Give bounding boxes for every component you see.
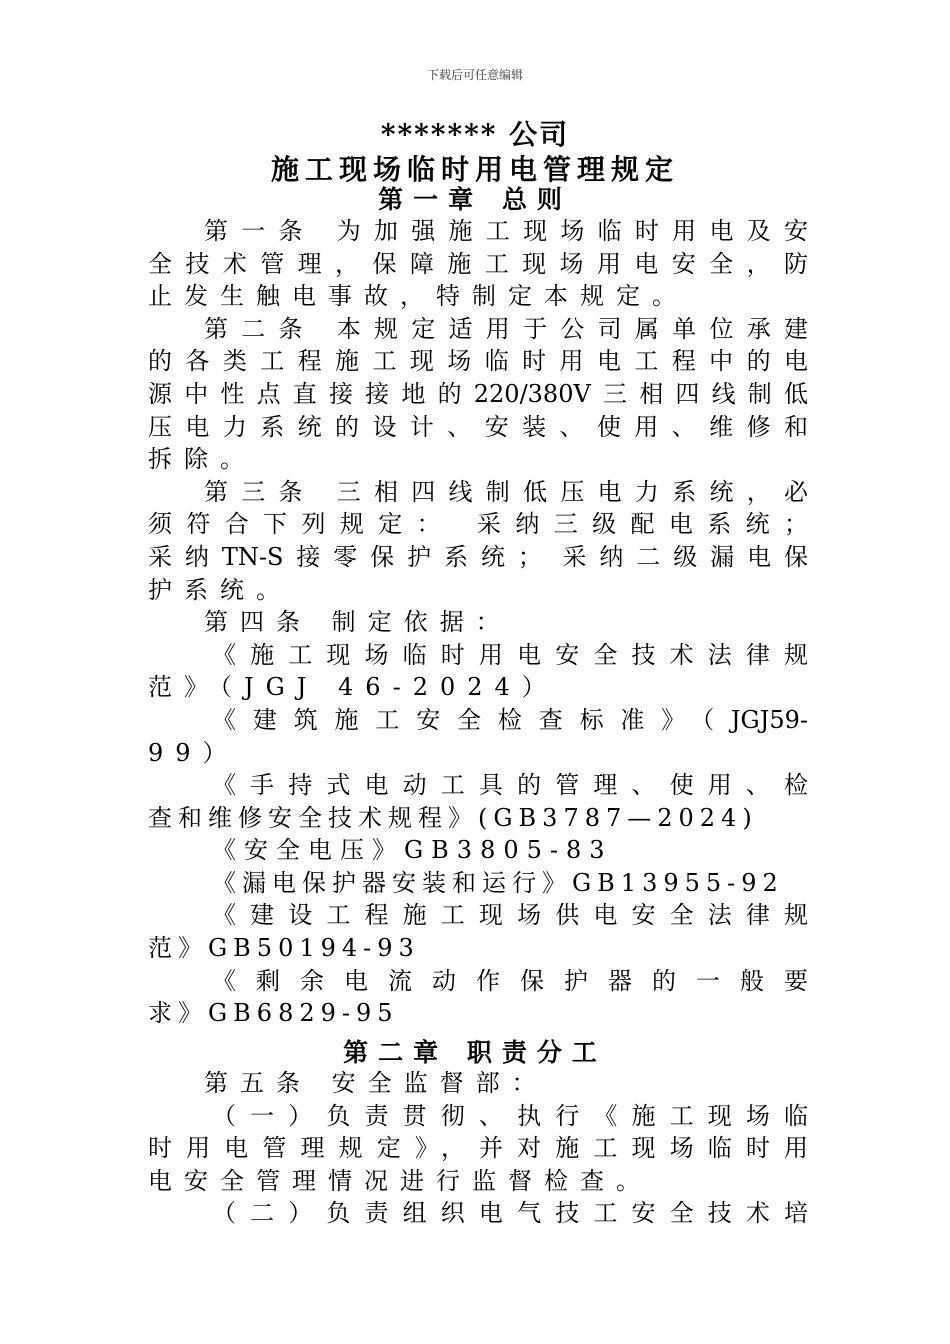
header-note: 下载后可任意编辑: [426, 68, 523, 82]
reference-4: 《安全电压》GB3805-83: [212, 836, 613, 865]
article-2-line-2: 的各类工程施工现场临时用电工程中的电: [148, 347, 808, 376]
reference-6-line-2: 范》GB50194-93: [148, 934, 420, 963]
reference-7-line-1: 《剩余电流动作保护器的一般要: [212, 966, 808, 995]
reference-1-line-2: 范》（JGJ 46-2024）: [148, 673, 558, 702]
reference-6-line-1: 《建设工程施工现场供电安全法律规: [212, 901, 808, 930]
article-4-line-1: 第四条 制定依据：: [204, 608, 512, 637]
reference-3-line-1: 《手持式电动工具的管理、使用、检: [212, 771, 808, 800]
article-2-line-4: 压电力系统的设计、安装、使用、维修和: [148, 412, 808, 441]
document-body: [148, 215, 808, 1030]
article-1-line-1: 第一条 为加强施工现场临时用电及安: [204, 217, 808, 245]
company-title: ******* 公司: [380, 118, 570, 151]
article-3-line-3: 采纳TN-S接零保护系统； 采纳二级漏电保: [148, 542, 808, 571]
article-3-line-1: 第三条 三相四线制低压电力系统，必: [204, 477, 808, 506]
reference-5: 《漏电保护器安装和运行》GB13955-92: [212, 868, 784, 897]
article-5-item-1-line-1: （一）负责贯彻、执行《施工现场临: [212, 1101, 808, 1130]
article-2-line-5: 拆除。: [148, 445, 256, 474]
reference-3-line-2: 查和维修安全技术规程》(GB3787—2024): [148, 803, 758, 832]
document-title: 施工现场临时用电管理规定: [270, 153, 679, 186]
article-1-line-2: 全技术管理，保障施工现场用电安全，防: [148, 249, 808, 278]
article-5-line-1: 第五条 安全监督部：: [204, 1069, 548, 1097]
article-5-item-1-line-3: 电安全管理情况进行监督检查。: [148, 1166, 652, 1195]
article-2-line-3: 源中性点直接接地的220/380V三相四线制低: [148, 379, 808, 408]
reference-1-line-1: 《施工现场临时用电安全技术法律规: [212, 640, 808, 669]
article-1-line-3: 止发生触电事故，特制定本规定。: [148, 282, 688, 311]
chapter-2-body: [148, 1067, 808, 1230]
article-2-line-1: 第二条 本规定适用于公司属单位承建: [204, 314, 808, 343]
article-5-item-1-line-2: 时用电管理规定》，并对施工现场临时用: [148, 1134, 808, 1163]
reference-2-line-1: 《建筑施工安全检查标准》（JGJ59-: [212, 705, 808, 734]
article-3-line-4: 护系统。: [148, 575, 292, 604]
article-3-line-2: 须符合下列规定： 采纳三级配电系统；: [148, 510, 808, 539]
reference-7-line-2: 求》GB6829-95: [148, 999, 399, 1028]
chapter-2-heading: 第二章 职责分工: [343, 1038, 607, 1067]
article-5-item-2-line-1: （二）负责组织电气技工安全技术培: [212, 1199, 808, 1228]
chapter-1-heading: 第一章 总则: [378, 185, 572, 214]
reference-2-line-2: 99）: [148, 738, 239, 767]
